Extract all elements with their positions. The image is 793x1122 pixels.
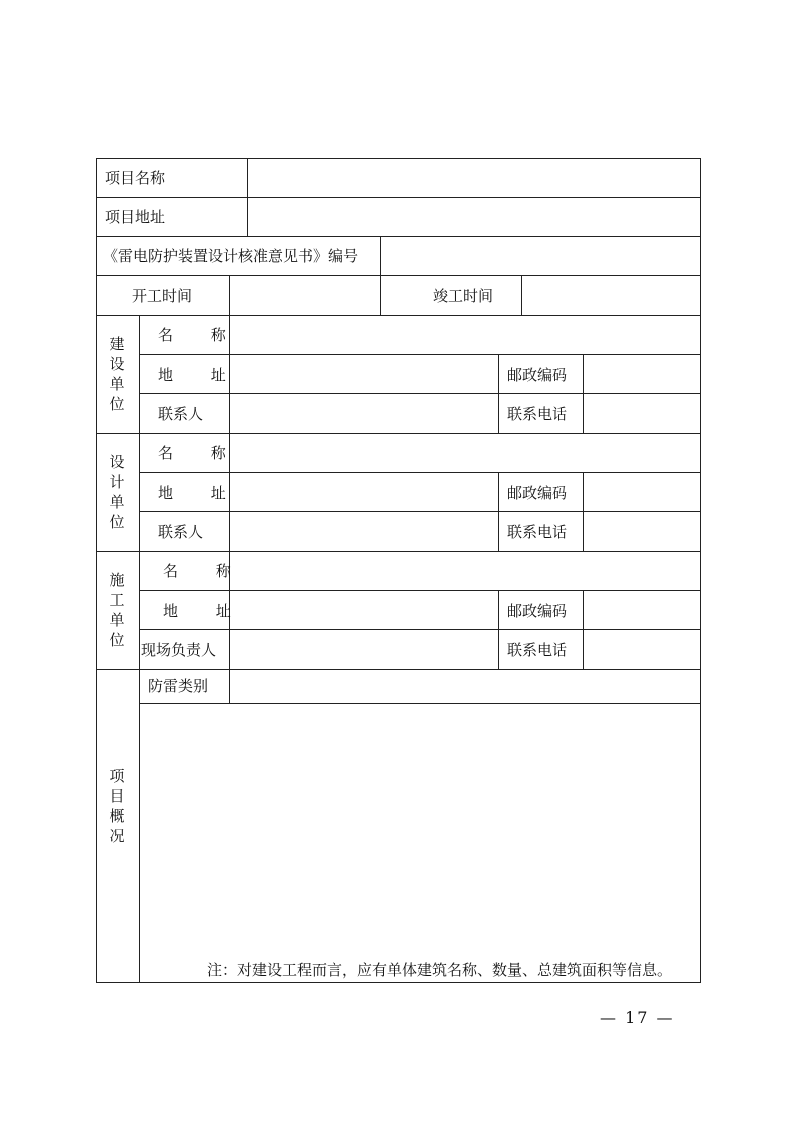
design-unit-contact-field[interactable] [230,512,498,551]
construction-unit-postcode-label: 邮政编码 [507,366,568,384]
start-time-label: 开工时间 [132,287,193,305]
builder-unit-contact-field[interactable] [230,630,498,669]
construction-unit-phone-field[interactable] [584,394,700,433]
construction-unit-contact-label: 联系人 [158,405,204,423]
design-unit-label: 设 计 单 位 [109,453,125,531]
design-unit-phone-label: 联系电话 [507,523,568,541]
start-time-field[interactable] [230,276,380,315]
rule [96,158,97,983]
design-unit-phone-field[interactable] [584,512,700,551]
design-unit-name-label: 名 称 [158,444,243,462]
builder-unit-phone-label: 联系电话 [507,641,568,659]
builder-unit-address-field[interactable] [230,591,498,629]
builder-unit-phone-field[interactable] [584,630,700,669]
completion-time-field[interactable] [522,276,700,315]
design-unit-postcode-field[interactable] [584,473,700,511]
builder-unit-name-label: 名 称 [163,562,248,580]
construction-unit-contact-field[interactable] [230,394,498,433]
lightning-class-field[interactable] [230,670,700,703]
builder-unit-address-label: 地 址 [163,602,248,620]
construction-unit-label: 建 设 单 位 [109,335,125,413]
builder-unit-name-field[interactable] [230,552,700,590]
design-unit-postcode-label: 邮政编码 [507,484,568,502]
construction-unit-postcode-field[interactable] [584,355,700,393]
construction-unit-name-label: 名 称 [158,326,243,344]
overview-label: 项 目 概 况 [109,767,125,845]
design-unit-contact-label: 联系人 [158,523,204,541]
design-unit-address-label: 地 址 [158,484,243,502]
rule [96,982,700,983]
builder-unit-label: 施 工 单 位 [109,571,125,649]
project-name-label: 项目名称 [105,169,166,187]
design-unit-address-field[interactable] [230,473,498,511]
builder-unit-postcode-label: 邮政编码 [507,602,568,620]
opinion-number-field[interactable] [381,237,700,275]
overview-note: 注：对建设工程而言，应有单体建筑名称、数量、总建筑面积等信息。 [207,961,673,979]
completion-time-label: 竣工时间 [433,287,494,305]
page-number: — 17 — [600,1008,675,1027]
design-unit-name-field[interactable] [230,434,700,472]
project-address-label: 项目地址 [105,208,166,226]
builder-unit-contact-label: 现场负责人 [141,641,217,659]
rule [498,590,499,669]
builder-unit-postcode-field[interactable] [584,591,700,629]
overview-text-area[interactable] [140,704,700,954]
construction-unit-phone-label: 联系电话 [507,405,568,423]
construction-unit-name-field[interactable] [230,316,700,354]
project-address-field[interactable] [248,198,700,236]
construction-unit-address-field[interactable] [230,355,498,393]
rule [498,354,499,433]
construction-unit-address-label: 地 址 [158,366,243,384]
rule [380,275,381,315]
project-name-field[interactable] [248,159,700,197]
opinion-number-label: 《雷电防护装置设计核准意见书》编号 [103,247,359,265]
rule [498,472,499,551]
rule [700,158,701,983]
lightning-class-label: 防雷类别 [148,677,209,695]
